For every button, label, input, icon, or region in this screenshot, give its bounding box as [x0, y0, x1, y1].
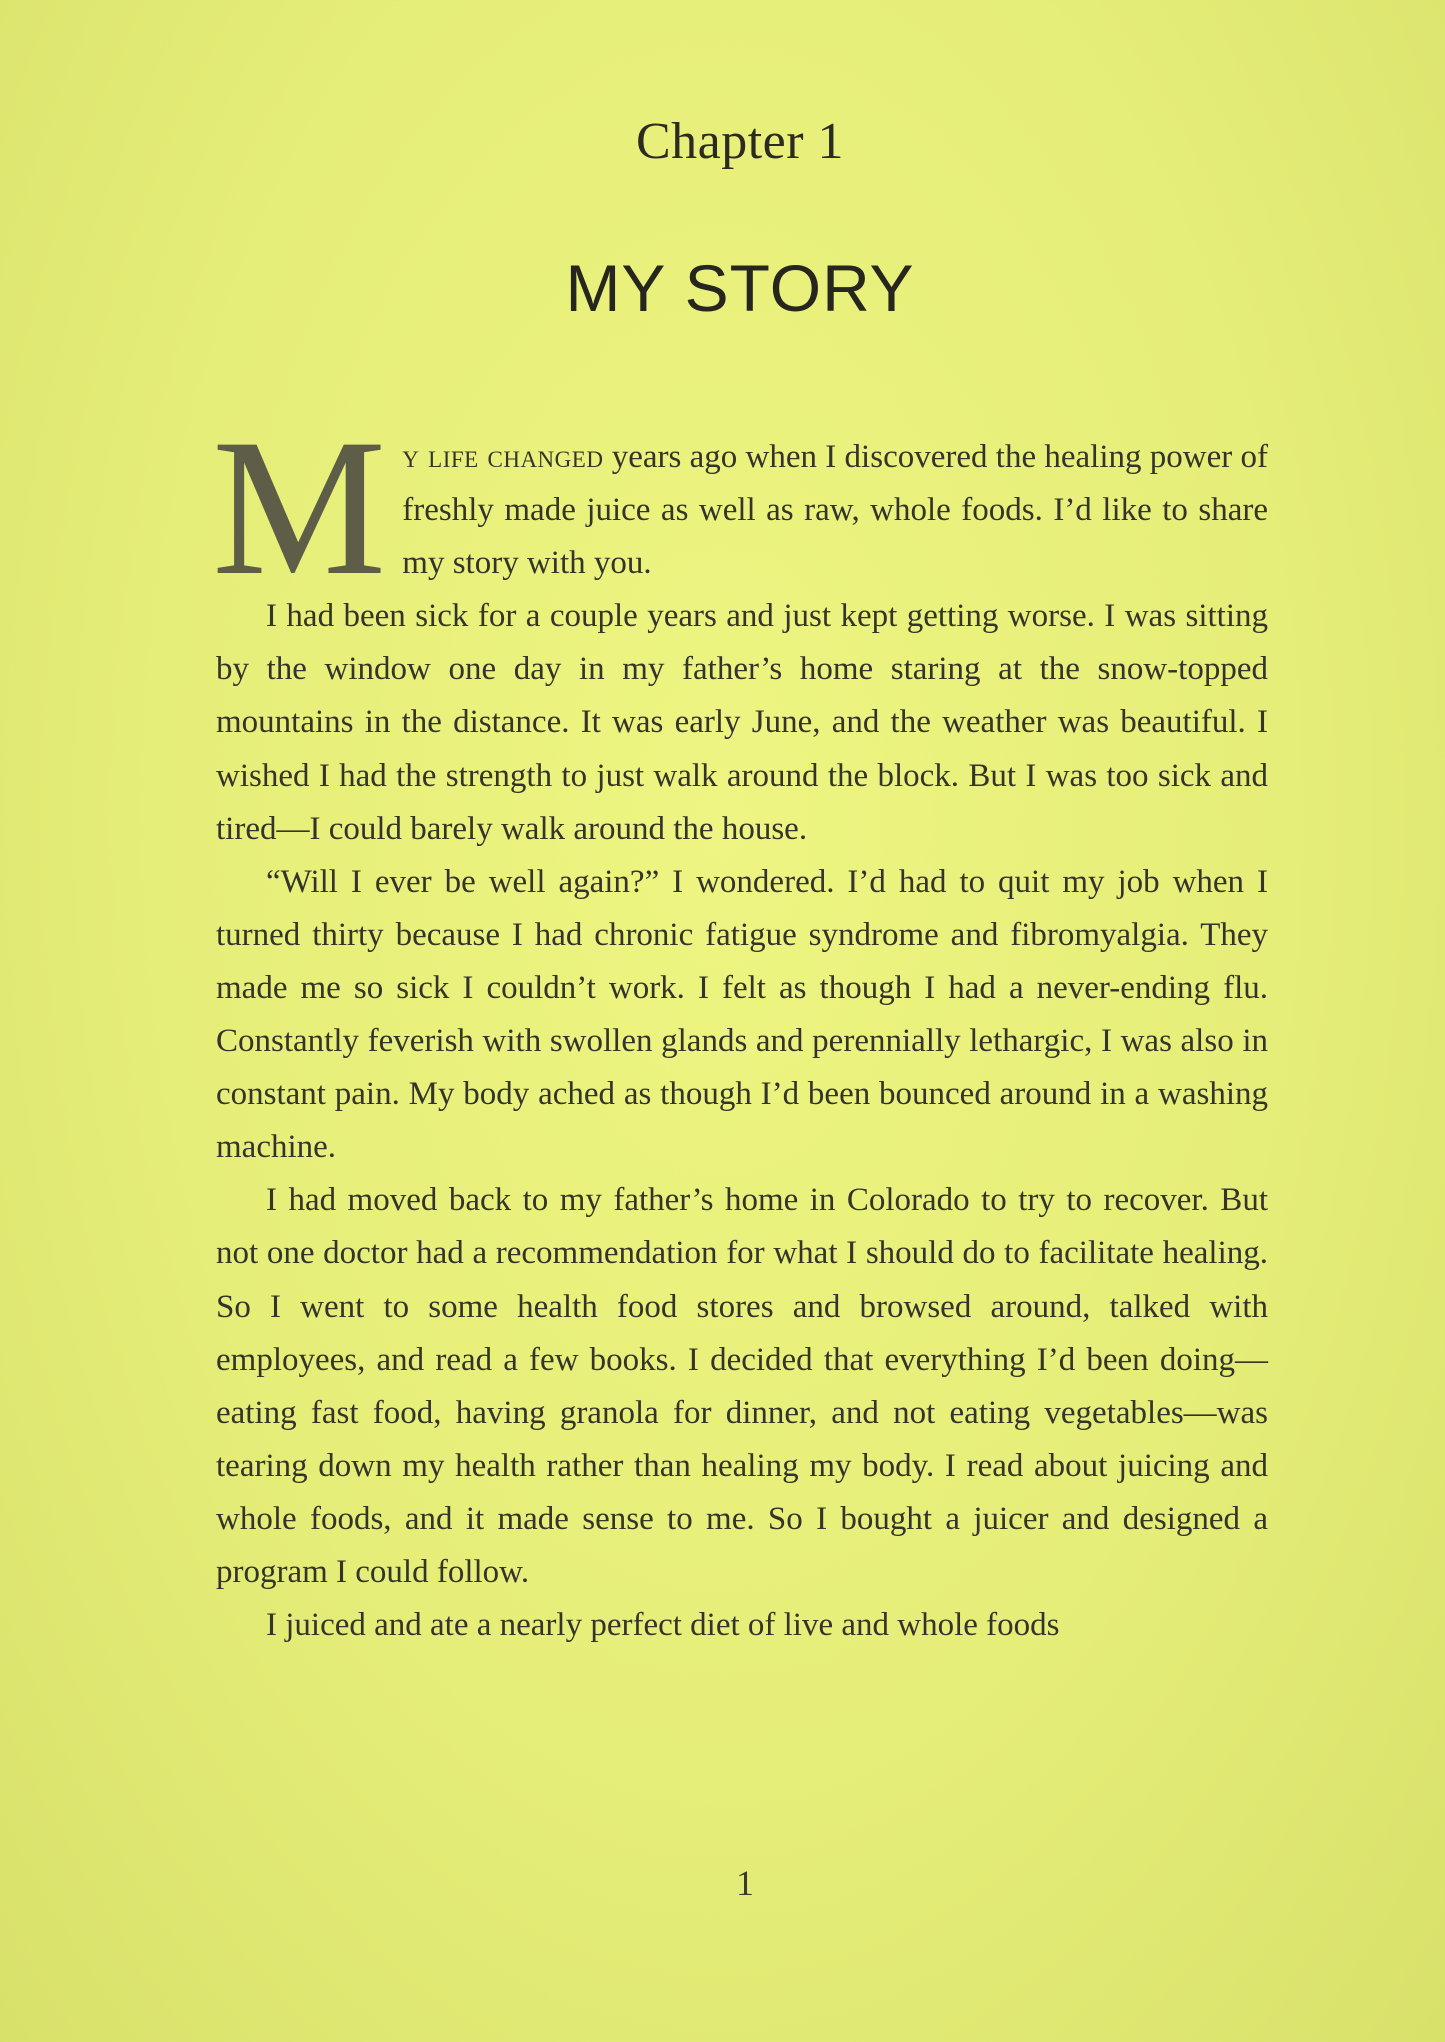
lead-in: y life changed [402, 439, 604, 475]
paragraph-3: “Will I ever be well again?” I wondered. I’d had to quit my job when I turned thirty because I had chronic fatigue syndrome and fibromyalgia. They made me so sick I couldn’t work. I felt as though I had a never-ending flu. Constantly feverish with swollen glands and perennially lethargic, I was also in constant pain. My body ached as though I’d been bounced around in a washing machine. [216, 863, 1268, 1166]
paragraph-1 [212, 399, 1268, 616]
page-number: 1 [736, 1863, 754, 1903]
body-text [212, 399, 1268, 1652]
paragraph-1-text: years ago when I discovered the healing power of freshly made juice as well as raw, whole foods. I’d like to share my story with you. [402, 439, 1268, 582]
paragraph-2: I had been sick for a couple years and just kept getting worse. I was sitting by the window one day in my father’s home staring at the snow-topped mountains in the distance. It was early June, and the weather was beautiful. I wished I had the strength to just walk around the block. But I was too sick and tired—I could barely walk around the house. [216, 598, 1268, 847]
chapter-title: MY STORY [565, 251, 915, 325]
chapter-label: Chapter 1 [635, 113, 845, 170]
paragraph-5: I juiced and ate a nearly perfect diet of live and whole foods [266, 1607, 1060, 1644]
drop-cap: M [212, 399, 387, 616]
paragraph-4: I had moved back to my father’s home in Colorado to try to recover. But not one doctor had a recommendation for what I should do to facilitate healing. So I went to some health food stores and browsed around, talked with employees, and read a few books. I decided that everything I’d been doing—eating fast food, having granola for dinner, and not eating vegetables—was tearing down my health rather than healing my body. I read about juicing and whole foods, and it made sense to me. So I bought a juicer and designed a program I could follow. [216, 1182, 1268, 1590]
